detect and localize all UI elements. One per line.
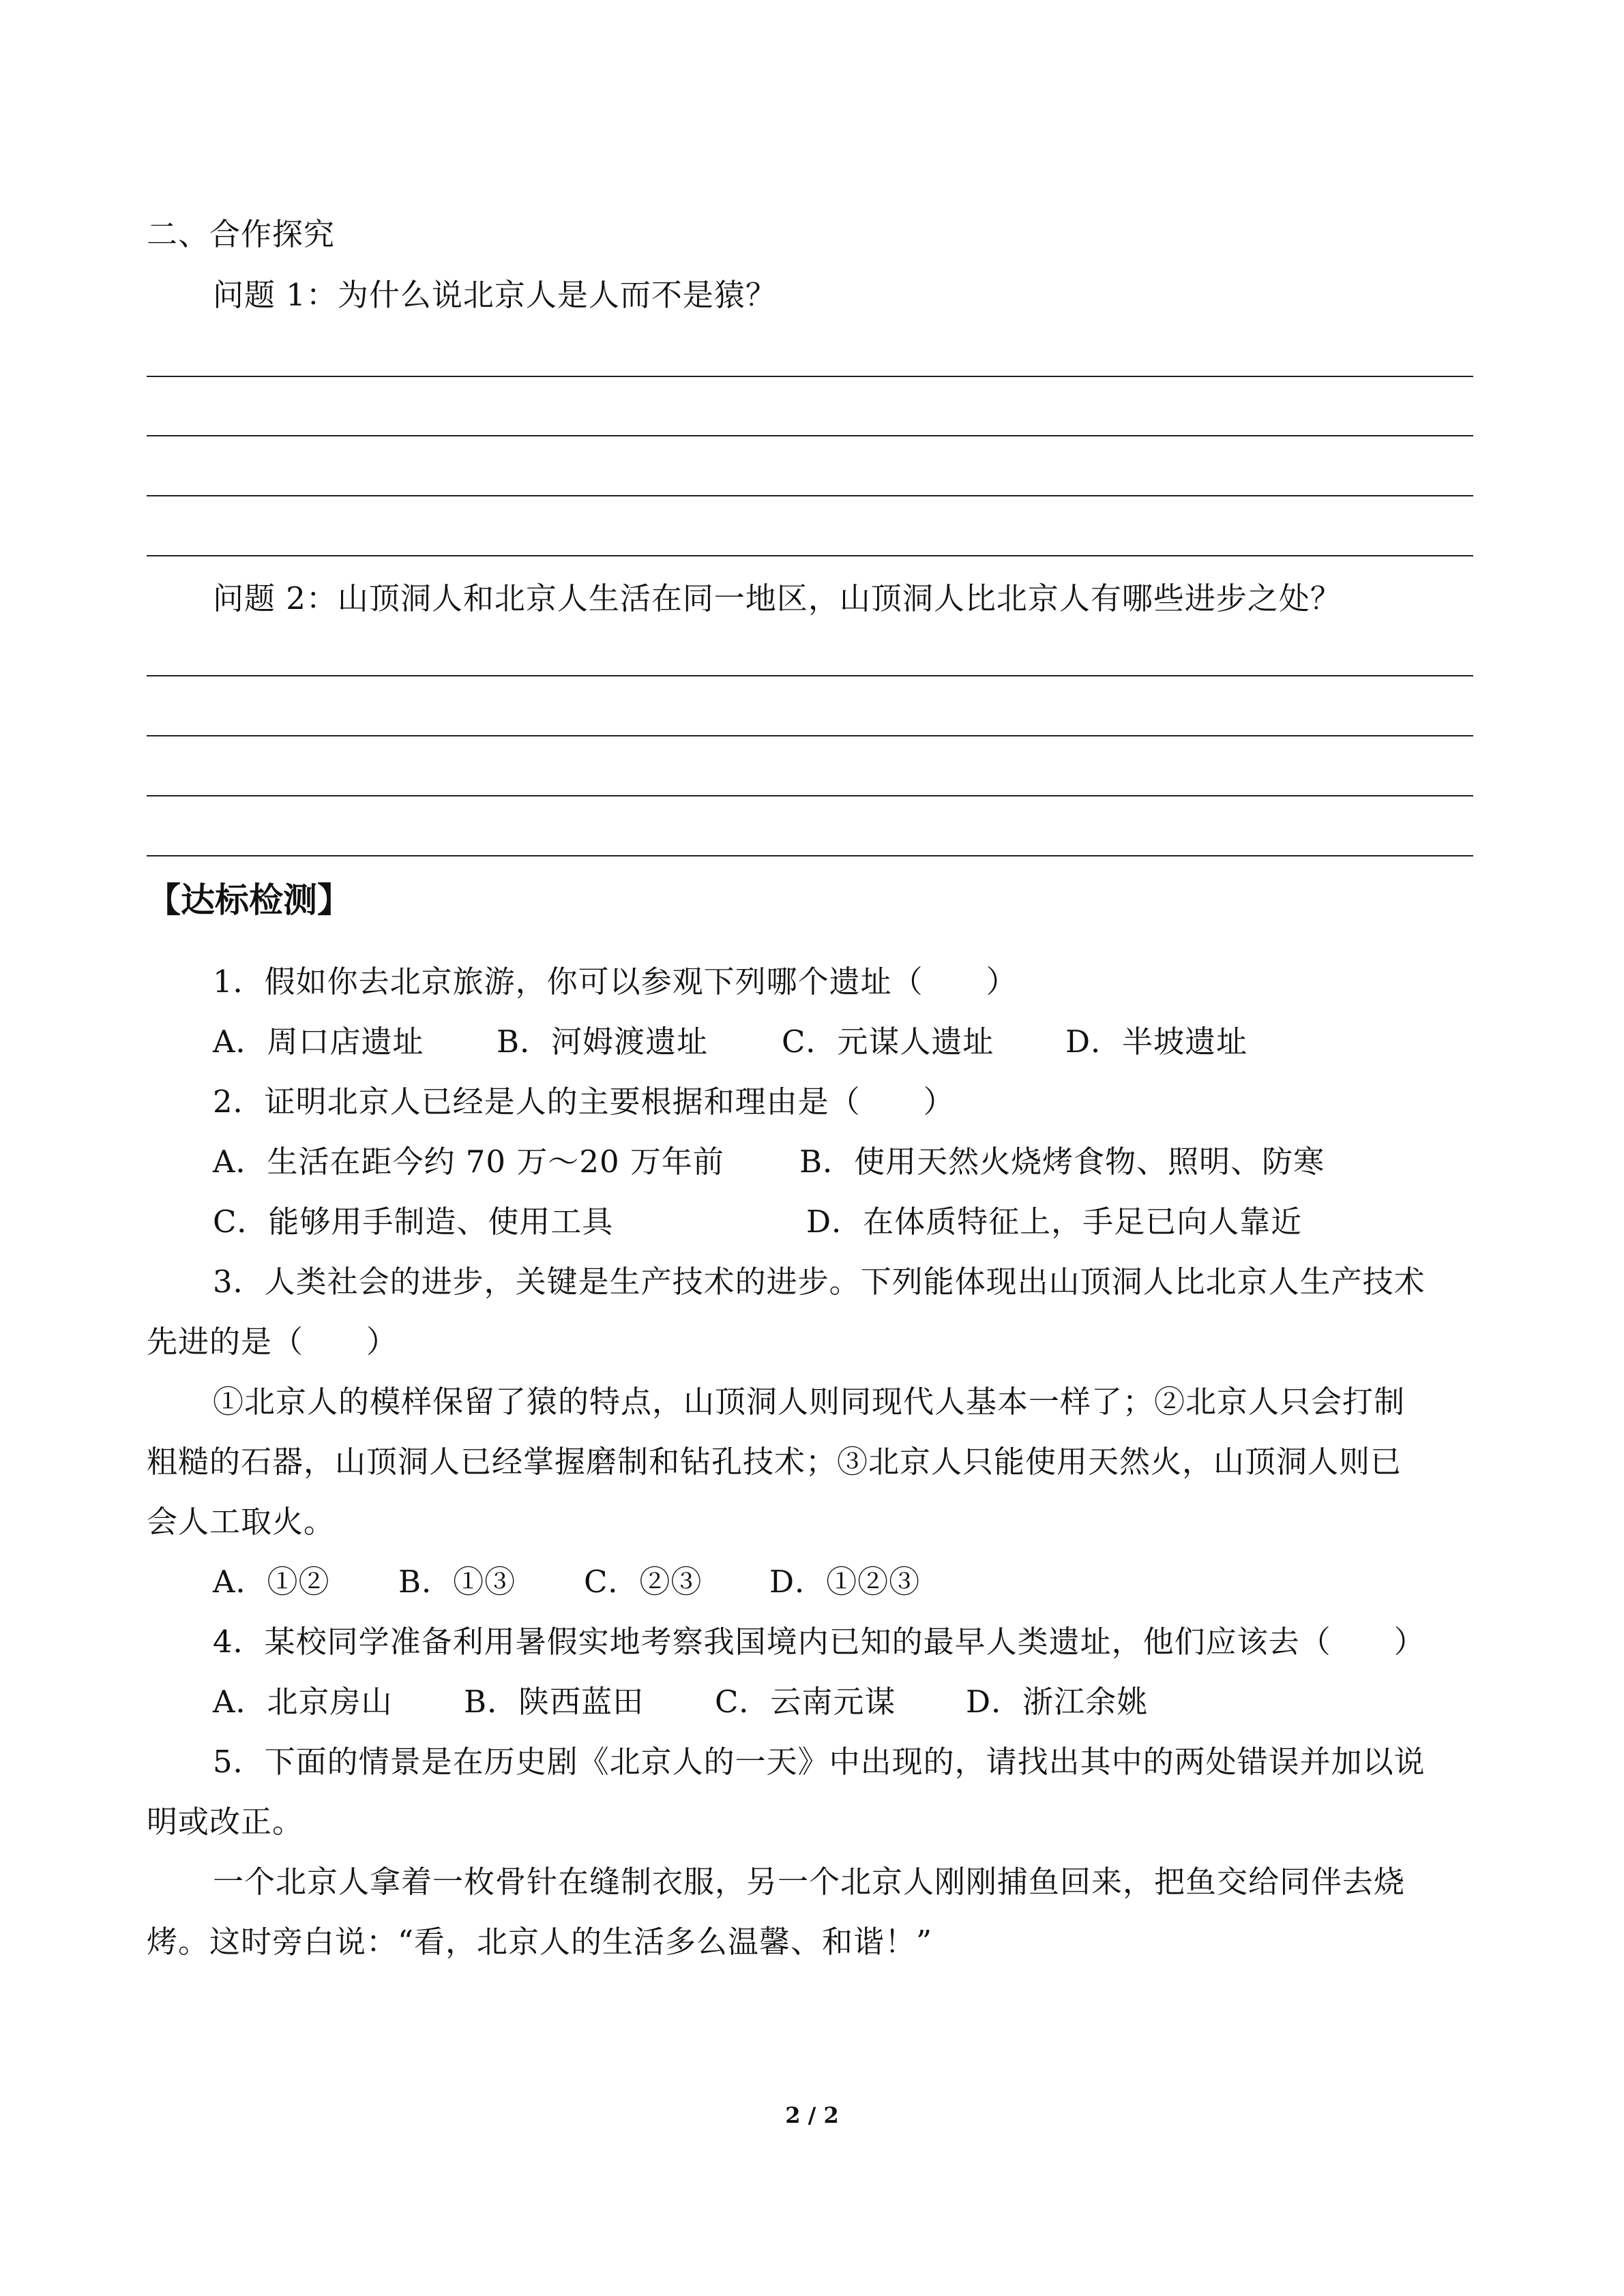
test-q3-option-a: A．①②: [213, 1564, 330, 1600]
test-heading: 【达标检测】: [147, 880, 351, 920]
test-q4-stem: 4．某校同学准备利用暑假实地考察我国境内已知的最早人类遗址，他们应该去（ ）: [213, 1624, 1426, 1660]
test-q5-stem: 明或改正。: [147, 1804, 304, 1840]
test-q4-option-b: B．陕西蓝田: [464, 1684, 645, 1720]
test-q1-option-d: D．半坡遗址: [1065, 1024, 1248, 1060]
question-2: 问题 2：山顶洞人和北京人生活在同一地区，山顶洞人比北京人有哪些进步之处？: [213, 580, 1342, 616]
answer-line: [147, 555, 1473, 556]
section-title: 二、合作探究: [147, 216, 336, 252]
answer-line: [147, 795, 1473, 796]
test-q2-option-a: A．生活在距今约 70 万～20 万年前: [213, 1144, 724, 1180]
answer-line: [147, 495, 1473, 496]
test-q5-body: 一个北京人拿着一枚骨针在缝制衣服，另一个北京人刚刚捕鱼回来，把鱼交给同伴去烧: [213, 1864, 1406, 1900]
test-q4-option-a: A．北京房山: [213, 1684, 393, 1720]
test-q2-option-c: C．能够用手制造、使用工具: [213, 1204, 614, 1240]
test-q1-option-b: B．河姆渡遗址: [497, 1024, 709, 1060]
answer-line: [147, 855, 1473, 856]
answer-line: [147, 675, 1473, 676]
test-q1-option-a: A．周口店遗址: [213, 1024, 424, 1060]
test-q5-stem: 5．下面的情景是在历史剧《北京人的一天》中出现的，请找出其中的两处错误并加以说: [213, 1744, 1426, 1780]
answer-line: [147, 435, 1473, 436]
test-q3-option-d: D．①②③: [769, 1564, 921, 1600]
page-number: 2 / 2: [785, 2102, 839, 2128]
question-1: 问题 1：为什么说北京人是人而不是猿？: [213, 277, 777, 313]
test-q4-option-c: C．云南元谋: [715, 1684, 896, 1720]
test-q3-body: 粗糙的石器，山顶洞人已经掌握磨制和钻孔技术；③北京人只能使用天然火，山顶洞人则已: [147, 1444, 1402, 1480]
test-q2-stem: 2．证明北京人已经是人的主要根据和理由是（ ）: [213, 1084, 955, 1120]
answer-line: [147, 735, 1473, 736]
test-q1-stem: 1．假如你去北京旅游，你可以参观下列哪个遗址（ ）: [213, 964, 1018, 1000]
test-q5-body: 烤。这时旁白说：“看，北京人的生活多么温馨、和谐！”: [147, 1924, 933, 1960]
test-q3-stem: 3．人类社会的进步，关键是生产技术的进步。下列能体现出山顶洞人比北京人生产技术: [213, 1264, 1426, 1300]
test-q3-stem: 先进的是（ ）: [147, 1324, 398, 1360]
test-q4-option-d: D．浙江余姚: [966, 1684, 1149, 1720]
test-q3-body: ①北京人的模样保留了猿的特点，山顶洞人则同现代人基本一样了；②北京人只会打制: [213, 1384, 1406, 1420]
test-q3-option-c: C．②③: [584, 1564, 703, 1600]
test-q1-option-c: C．元谋人遗址: [782, 1024, 994, 1060]
test-q3-body: 会人工取火。: [147, 1504, 336, 1540]
test-q3-option-b: B．①③: [398, 1564, 516, 1600]
test-q2-option-b: B．使用天然火烧烤食物、照明、防寒: [799, 1144, 1325, 1180]
answer-line: [147, 376, 1473, 377]
test-q2-option-d: D．在体质特征上，手足已向人靠近: [806, 1204, 1303, 1240]
